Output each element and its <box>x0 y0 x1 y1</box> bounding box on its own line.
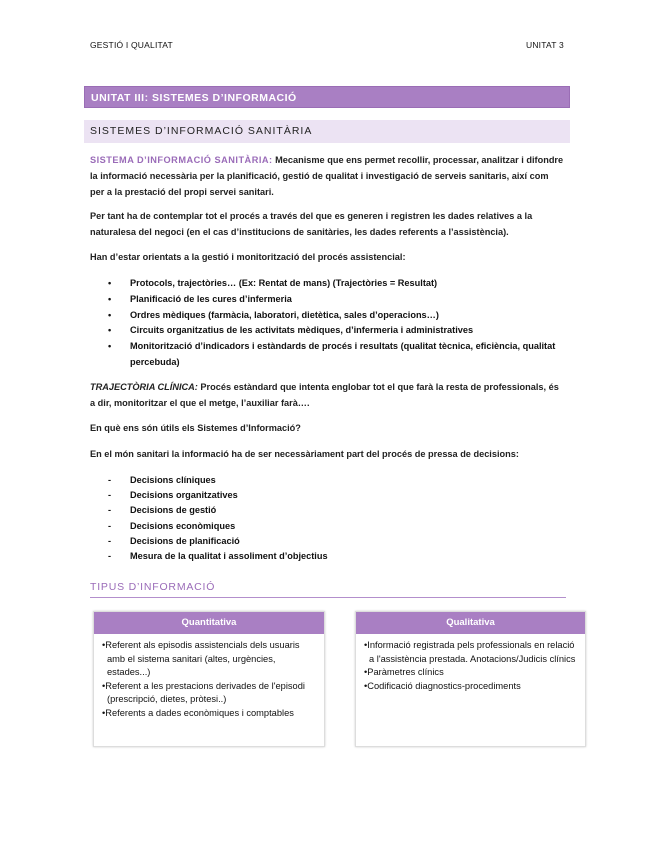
box-item: •Paràmetres clínics <box>364 667 444 677</box>
list-item: - Mesura de la qualitat i assoliment d’objectius <box>108 549 328 564</box>
paragraph: Han d’estar orientats a la gestió i monitorització del procés assistencial: <box>90 252 406 262</box>
list-item: - Decisions de planificació <box>108 534 328 549</box>
box-item: •Referents a dades econòmiques i comptables <box>102 707 294 718</box>
heading-underline <box>90 597 566 598</box>
section-title: SISTEMES D’INFORMACIÓ SANITÀRIA <box>84 120 570 143</box>
types-heading: TIPUS D’INFORMACIÓ <box>90 581 216 593</box>
bullet-list <box>108 276 558 371</box>
list-item: • Planificació de les cures d’infermeria <box>108 292 558 308</box>
header-left: GESTIÓ I QUALITAT <box>90 40 173 50</box>
box-title: Quantitativa <box>94 612 324 634</box>
list-item: • Protocols, trajectòries… (Ex: Rentat de mans) (Trajectòries = Resultat) <box>108 276 558 292</box>
list-item: - Decisions de gestió <box>108 503 328 518</box>
list-item: • Circuits organitzatius de les activitats mèdiques, d’infermeria i administratives <box>108 323 558 339</box>
definition-paragraph <box>90 152 565 200</box>
question: En què ens són útils els Sistemes d’Informació? <box>90 423 301 433</box>
quantitative-box <box>93 611 325 747</box>
box-item: •Informació registrada pels professionals en relació a l'assistència prestada. Anotacions/Judicis clínics <box>364 640 576 664</box>
trajectory-definition <box>90 379 565 411</box>
list-item: • Ordres mèdiques (farmàcia, laboratori, dietètica, sales d’operacions…) <box>108 308 558 324</box>
list-item: - Decisions clíniques <box>108 473 328 488</box>
list-item: • Monitorització d’indicadors i estàndards de procés i resultats (qualitat tècnica, eficiència, qualitat percebuda) <box>108 339 558 371</box>
list-item: - Decisions organitzatives <box>108 488 328 503</box>
definition-text: Procés estàndard que intenta englobar tot el que farà la resta de professionals, és a dir, monitoritzar el que el metge, l’auxiliar farà…. <box>90 382 559 408</box>
box-item: •Referent a les prestacions derivades de l'episodi (prescripció, dietes, pròtesi..) <box>102 680 305 704</box>
paragraph: Per tant ha de contemplar tot el procés a través del que es generen i registren les dades relatives a la naturalesa del negoci (en el cas d’institucions de sanitàries, les dades referents a l’assistència). <box>90 211 533 237</box>
box-item: •Referent als episodis assistencials dels usuaris amb el sistema sanitari (altes, urgències, estades...) <box>102 640 300 677</box>
box-title: Qualitativa <box>356 612 585 634</box>
unit-title: UNITAT III: SISTEMES D’INFORMACIÓ <box>84 86 570 108</box>
dash-list <box>108 473 328 564</box>
definition-text: Mecanisme que ens permet recollir, processar, analitzar i difondre la informació necessària per la planificació, gestió de qualitat i investigació de serveis sanitaris, així com per a la prestació del propi servei sanitari. <box>90 155 564 197</box>
paragraph: En el món sanitari la informació ha de ser necessàriament part del procés de pressa de decisions: <box>90 449 519 459</box>
qualitative-box <box>355 611 586 747</box>
definition-term: SISTEMA D’INFORMACIÓ SANITÀRIA: <box>90 155 273 165</box>
definition-term: TRAJECTÒRIA CLÍNICA: <box>90 382 198 392</box>
box-item: •Codificació diagnostics-procediments <box>364 680 521 691</box>
header-right: UNITAT 3 <box>526 40 564 50</box>
list-item: - Decisions econòmiques <box>108 519 328 534</box>
